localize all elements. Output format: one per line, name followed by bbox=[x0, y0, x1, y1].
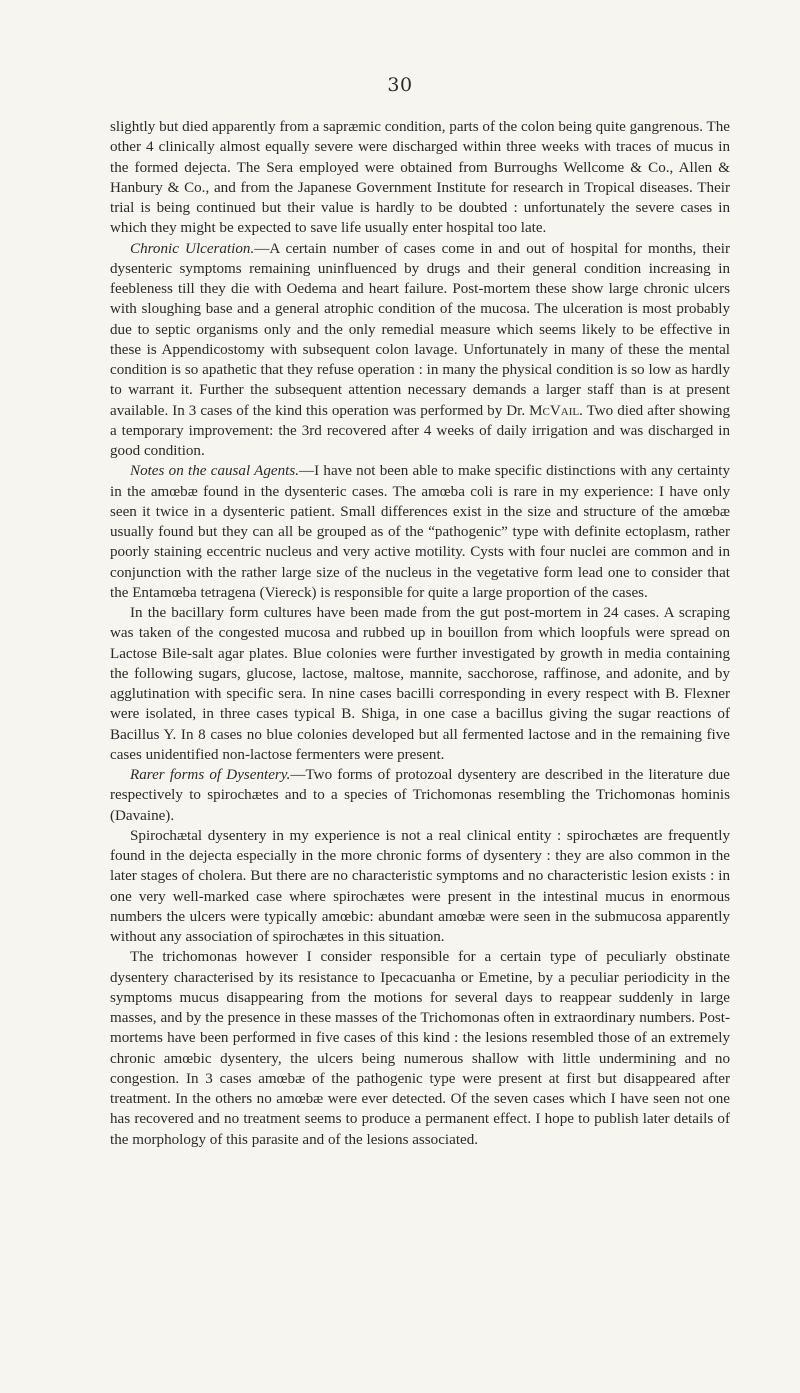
paragraph-bacillary-form bbox=[110, 603, 730, 765]
paragraph-trichomonas bbox=[110, 947, 730, 1150]
section-heading-rarer-forms: Rarer forms of Dysentery. bbox=[130, 767, 291, 783]
section-heading-chronic-ulceration: Chronic Ulceration. bbox=[130, 240, 255, 257]
paragraph-7-text: The trichomonas however I consider responsible for a certain type of peculiarly obstinate dysentery characterised by its resistance to Ipecacuanha or Emetine, by a peculiar periodicity in the symptoms mucus disappearing from the motions for several days to reappear suddenly in large masses, and by the presence in these masses of the Trichomonas often in extraordinary numbers. Post-mortems have been performed in five cases of this kind : the lesions resembled those of an extremely chronic amœbic dysentery, the ulcers being numerous shallow with little undermining and no congestion. In 3 cases amœbæ of the pathogenic type were present at first but disappeared after treatment. In the others no amœbæ were ever detected. Of the seven cases which I have seen not one has recovered and no treatment seems to produce a permanent effect. I hope to publish later details of the morphology of this parasite and of the lesions associated. bbox=[110, 949, 730, 1148]
paragraph-chronic-ulceration bbox=[110, 239, 730, 462]
document-body bbox=[110, 117, 730, 1150]
paragraph-2-text: —A certain number of cases come in and out of hospital for months, their dysenteric symptoms remaining uninfluenced by drugs and their general condition increasing in feebleness till they die with Oedema and heart failure. Post-mortem these show large chronic ulcers with sloughing base and a general atrophic condition of the mucosa. The ulceration is most probably due to septic organisms only and the only remedial measure which seems likely to be effective in these is Appendicostomy with subsequent colon lavage. Unfortunately in many of these the mental condition is so apathetic that they refuse operation : in many the physical condition is so low as hardly to warrant it. Further the subsequent attention necessary demands a larger staff than is at present available. In 3 cases of the kind this operation was performed by Dr. bbox=[110, 240, 731, 419]
paragraph-spirochaetal bbox=[110, 826, 730, 948]
page-number: 30 bbox=[387, 74, 413, 96]
paragraph-rarer-forms bbox=[110, 765, 730, 826]
paragraph-5-text: —Two forms of protozoal dysentery are described in the literature due respectively to spirochætes and to a species of Trichomonas resembling the Trichomonas hominis (Davaine). bbox=[110, 767, 730, 824]
paragraph-1-text: slightly but died apparently from a sapræmic condition, parts of the colon being quite gangrenous. The other 4 clinically almost equally severe were discharged within three weeks with traces of mucus in the formed dejecta. The Sera employed were obtained from Burroughs Wellcome & Co., Allen & Hanbury & Co., and from the Japanese Government Institute for research in Tropical diseases. Their trial is being continued but their value is hardly to be doubted : unfortunately the severe cases in which they might be expected to save life usually enter hospital too late. bbox=[110, 119, 730, 237]
paragraph-4-text: In the bacillary form cultures have been made from the gut post-mortem in 24 cases. A scraping was taken of the congested mucosa and rubbed up in bouillon from which loopfuls were spread on Lactose Bile-salt agar plates. Blue colonies were further investigated by growth in media containing the following sugars, glucose, lactose, maltose, mannite, sacchorose, raffinose, and adonite, and by agglutination with specific sera. In nine cases bacilli corresponding in every respect with B. Flexner were isolated, in three cases typical B. Shiga, in one case a bacillus giving the sugar reactions of Bacillus Y. In 8 cases no blue colonies developed but all fermented lactose and in the remaining five cases unidentified non-lactose fermenters were present. bbox=[110, 605, 730, 763]
paragraph-causal-agents bbox=[110, 461, 730, 603]
paragraph-6-text: Spirochætal dysentery in my experience is not a real clinical entity : spirochætes are frequently found in the dejecta especially in the more chronic forms of dysentery : they are also common in the later stages of cholera. But there are no characteristic symptoms and no characteristic lesion exists : in one very well-marked case where spirochætes were present in the intestinal mucus in enormous numbers the ulcers were typically amœbic: abundant amœbæ were seen in the submucosa apparently without any association of spirochætes in this situation. bbox=[110, 827, 730, 945]
paragraph-3-text: —I have not been able to make specific distinctions with any certainty in the amœbæ found in the dysenteric cases. The amœba coli is rare in my experience: I have only seen it twice in a dysenteric patient. Small differences exist in the size and structure of the amœbæ usually found but they can all be grouped as of the “pathogenic” type with definite ectoplasm, rather poorly staining eccentric nucleus and very active motility. Cysts with four nuclei are common and in conjunction with the rather large size of the nucleus in the vegetative form lead one to consider that the Entamœba tetragena (Viereck) is responsible for quite a large proportion of the cases. bbox=[110, 463, 730, 601]
surgeon-name: McVail bbox=[529, 402, 580, 419]
paragraph-2-text-after: . Two died after showing a temporary improvement: the 3rd recovered after 4 weeks of daily irrigation and was discharged in good condition. bbox=[110, 402, 730, 459]
paragraph-1 bbox=[110, 117, 730, 239]
section-heading-causal-agents: Notes on the causal Agents. bbox=[130, 463, 300, 480]
